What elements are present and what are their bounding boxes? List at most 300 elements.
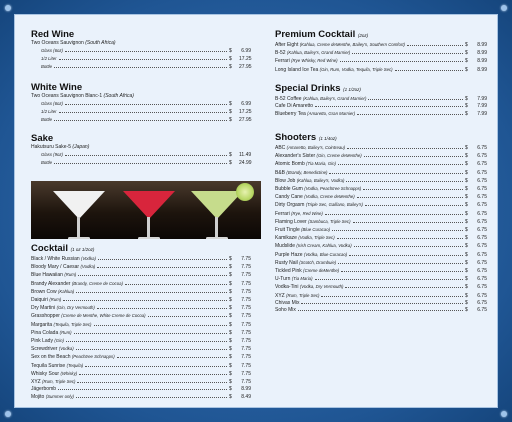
item-price: 7.75 [241, 264, 251, 271]
item-name [275, 275, 313, 283]
currency-symbol: $ [229, 386, 232, 393]
currency-symbol: $ [465, 299, 468, 306]
item-price: 6.75 [477, 235, 487, 242]
item-ingredients: (Peachtree Schnapps) [71, 354, 115, 360]
currency-symbol: $ [229, 64, 232, 71]
item-name-text: Chivas Mix [275, 299, 300, 306]
item-name-text: Glass (6oz) [41, 101, 63, 106]
dot-leader [77, 379, 227, 383]
price-list [275, 95, 487, 119]
section-title [275, 83, 487, 95]
item-price: 6.75 [477, 227, 487, 234]
white-wine-section [31, 82, 251, 125]
item-price: 6.75 [477, 243, 487, 250]
price-list [275, 41, 487, 74]
item-name-text: Pink Lady [31, 338, 53, 345]
item-price: 8.49 [241, 394, 251, 401]
item-name-text: Bubble Gum [275, 186, 303, 193]
currency-symbol: $ [229, 256, 232, 262]
item-ingredients: (Summer only) [45, 394, 74, 400]
dot-leader [301, 300, 463, 304]
item-ingredients: (Amaretto, Bailey's, Cointreau) [286, 145, 346, 150]
item-ingredients: (Whisky) [60, 370, 78, 376]
menu-item-row [31, 255, 251, 263]
dot-leader [85, 363, 227, 367]
item-name [31, 329, 72, 337]
item-name [275, 169, 327, 177]
menu-item-row [31, 321, 251, 329]
menu-item-row [31, 362, 251, 370]
dot-leader [315, 276, 464, 280]
dot-leader [97, 264, 227, 268]
item-name [275, 177, 344, 185]
item-name-text: ABC [275, 145, 286, 151]
currency-symbol: $ [465, 235, 468, 242]
currency-symbol: $ [229, 101, 232, 107]
currency-symbol: $ [465, 145, 468, 151]
dot-leader [407, 42, 463, 46]
item-price: 17.25 [239, 109, 252, 116]
currency-symbol: $ [465, 177, 468, 184]
item-name-text: Fruit Tingle [275, 227, 300, 234]
item-price: 8.99 [477, 50, 487, 57]
price-list [31, 100, 251, 125]
item-name [275, 300, 299, 307]
menu-item-row [31, 296, 251, 304]
section-title: Red Wine [31, 29, 75, 40]
dot-leader [354, 243, 463, 247]
item-name [31, 304, 95, 312]
menu-item-row [275, 103, 487, 110]
menu-item-row [31, 263, 251, 271]
currency-symbol: $ [229, 280, 232, 287]
item-name [275, 160, 336, 168]
item-name [275, 49, 350, 57]
item-price: 6.75 [477, 307, 487, 314]
currency-symbol: $ [229, 160, 232, 167]
currency-symbol: $ [229, 394, 232, 401]
menu-item-row [275, 95, 487, 103]
item-name [41, 159, 52, 166]
section-title [275, 132, 487, 144]
menu-item-row [31, 47, 251, 55]
item-ingredients: (Creme deMenthe) [303, 268, 340, 274]
price-list [275, 144, 487, 314]
item-ingredients: (Rye, Red Wine) [291, 210, 323, 216]
dot-leader [76, 394, 227, 398]
item-price: 8.99 [477, 42, 487, 48]
item-name [31, 296, 61, 304]
item-name-text: B-52 [275, 50, 286, 57]
menu-item-row [275, 267, 487, 275]
dot-leader [315, 103, 463, 107]
producer-name: Two Oceans Sauvignon [31, 40, 84, 46]
item-name [275, 267, 339, 275]
item-name-text: Glass (9oz) [41, 152, 63, 157]
currency-symbol: $ [229, 354, 232, 361]
currency-symbol: $ [465, 202, 468, 209]
currency-symbol: $ [465, 284, 468, 291]
item-name-text: Tequila Sunrise [31, 362, 66, 369]
item-name [31, 370, 77, 378]
item-name-text: Grasshopper [31, 313, 60, 320]
dot-leader [54, 64, 227, 68]
currency-symbol: $ [465, 58, 468, 65]
dot-leader [59, 109, 227, 113]
item-ingredients: (Tequila, Triple Sec) [53, 321, 92, 327]
cocktail-glasses-photo [31, 181, 261, 239]
item-price: 7.99 [477, 96, 487, 102]
dot-leader [94, 322, 228, 326]
item-ingredients: (Gin, Creme deMenthe) [316, 153, 362, 159]
section-title-text: Premium Cocktail [275, 29, 356, 40]
item-name [41, 55, 57, 62]
item-name [31, 378, 75, 386]
currency-symbol: $ [229, 321, 232, 328]
dot-leader [338, 260, 463, 264]
item-ingredients: (Gin) [54, 338, 64, 344]
dot-leader [65, 48, 227, 52]
price-list [31, 47, 251, 72]
currency-symbol: $ [229, 152, 232, 158]
menu-item-row [275, 300, 487, 307]
dot-leader [79, 371, 227, 375]
currency-symbol: $ [465, 307, 468, 314]
dot-leader [97, 305, 227, 309]
dot-leader [59, 56, 227, 60]
section-title [31, 243, 251, 255]
item-name [275, 95, 366, 103]
dot-leader [54, 160, 227, 164]
item-name-text: Blow Job [275, 177, 296, 184]
dot-leader [58, 386, 227, 390]
section-title: White Wine [31, 82, 83, 93]
item-name-text: After Eight [275, 42, 299, 48]
currency-symbol: $ [229, 313, 232, 320]
dot-leader [325, 211, 463, 215]
item-price: 6.75 [477, 202, 487, 209]
menu-item-row [31, 304, 251, 312]
item-name [31, 263, 95, 271]
item-ingredients: (Vodka, Blue Curacao) [303, 251, 348, 257]
section-title-text: Special Drinks [275, 83, 341, 94]
menu-item-row [275, 193, 487, 201]
item-price: 6.75 [477, 210, 487, 217]
item-price: 24.99 [239, 160, 252, 167]
currency-symbol: $ [465, 186, 468, 193]
item-ingredients: (Gin, Dry Vermouth) [56, 305, 95, 311]
item-name [275, 66, 393, 74]
item-name-text: Pina Colada [31, 329, 59, 336]
menu-item-row [31, 386, 251, 393]
corner-dot [501, 411, 507, 417]
dot-leader [54, 117, 227, 121]
item-name-text: Tickled Pink [275, 268, 302, 275]
producer-name: Two Oceans Sauvignon Blanc-1 [31, 93, 103, 99]
item-name [31, 321, 92, 329]
item-price: 6.75 [477, 161, 487, 168]
item-name-text: Dry Martini [31, 305, 56, 312]
item-name-text: XYZ [31, 379, 41, 386]
item-name-text: Ferrari [275, 210, 290, 217]
section-title-text: Shooters [275, 132, 317, 143]
item-price: 8.99 [477, 66, 487, 73]
item-ingredients: (Tequila) [66, 362, 84, 368]
dot-leader [345, 284, 463, 288]
currency-symbol: $ [465, 103, 468, 110]
menu-item-row [275, 57, 487, 65]
item-price: 7.75 [241, 346, 251, 353]
menu-item-row [275, 251, 487, 259]
item-name-text: Glass (6oz) [41, 48, 63, 53]
item-ingredients: (Vodka) [58, 346, 74, 352]
item-ingredients: (Kahlua, Bailey's, Vodka) [296, 177, 345, 183]
producer-name: Hakutsuru Sake-5 [31, 144, 72, 150]
item-name [275, 201, 363, 209]
item-price: 6.75 [477, 292, 487, 299]
menu-item-row [31, 108, 251, 116]
item-name-text: Jägerbomb [31, 386, 57, 393]
item-ingredients: (Vodka) [81, 256, 96, 261]
menu-item-row [275, 259, 487, 267]
dot-leader [332, 227, 463, 231]
currency-symbol: $ [465, 42, 468, 48]
menu-item-row [275, 169, 487, 177]
item-price: 6.75 [477, 276, 487, 283]
dot-leader [76, 289, 227, 293]
item-name-text: U-Turn [275, 276, 291, 283]
item-name [275, 152, 362, 160]
item-price: 7.75 [241, 354, 251, 361]
item-ingredients: (Brandy, Benedictine) [286, 169, 328, 175]
item-price: 6.75 [477, 218, 487, 225]
item-price: 6.75 [477, 268, 487, 275]
item-name [31, 288, 74, 296]
currency-symbol: $ [229, 117, 232, 124]
dot-leader [125, 281, 227, 285]
item-name [275, 307, 296, 314]
section-title-text: Cocktail [31, 243, 68, 254]
item-price: 6.99 [241, 48, 251, 54]
menu-item-row [31, 370, 251, 378]
menu-item-row [31, 353, 251, 361]
item-name-text: Soho Mix [275, 307, 296, 314]
currency-symbol: $ [229, 379, 232, 386]
currency-symbol: $ [465, 161, 468, 168]
currency-symbol: $ [229, 329, 232, 336]
section-note: (1 1/4oz) [318, 136, 337, 141]
menu-item-row [31, 151, 251, 159]
dot-leader [346, 178, 463, 182]
item-name-text: Kamikaze [275, 235, 297, 242]
corner-dot [501, 5, 507, 11]
menu-panel [14, 14, 498, 408]
item-name [31, 312, 146, 320]
currency-symbol: $ [229, 346, 232, 353]
item-price: 7.75 [241, 362, 251, 369]
item-ingredients: (Amaretto, Gran Marnier) [307, 111, 356, 117]
producer-line [31, 40, 251, 47]
item-name [31, 362, 83, 370]
menu-item-row [275, 283, 487, 291]
item-price: 7.99 [477, 111, 487, 118]
special-drinks-section [275, 83, 487, 119]
premium-cocktail-section [275, 29, 487, 74]
item-ingredients: (Brandy, Creme de Cocoa) [71, 280, 123, 286]
menu-item-row [275, 41, 487, 49]
item-name [275, 193, 355, 201]
menu-item-row [275, 210, 487, 218]
lime-slice-icon [236, 183, 254, 201]
dot-leader [352, 50, 463, 54]
item-name [275, 292, 319, 300]
menu-item-row [31, 312, 251, 320]
dot-leader [66, 338, 227, 342]
sake-section [31, 133, 251, 167]
item-name [275, 259, 336, 267]
item-price: 7.75 [241, 321, 251, 328]
item-price: 6.99 [241, 101, 251, 107]
currency-symbol: $ [229, 48, 232, 54]
item-name [275, 144, 345, 152]
item-name-text: Ferrari [275, 58, 290, 65]
producer-origin: (South Africa) [85, 40, 116, 46]
corner-dot [5, 411, 11, 417]
menu-item-row [31, 271, 251, 279]
item-name [41, 100, 63, 107]
dot-leader [148, 313, 227, 317]
currency-symbol: $ [465, 227, 468, 234]
item-ingredients: (Rum) [59, 329, 72, 335]
item-name-text: Brown Cow [31, 288, 57, 295]
item-name-text: Flaming Lover [275, 218, 307, 225]
menu-item-row [275, 275, 487, 283]
currency-symbol: $ [229, 338, 232, 345]
item-price: 7.99 [477, 103, 487, 110]
dot-leader [321, 293, 463, 297]
item-price: 11.49 [239, 152, 252, 158]
currency-symbol: $ [465, 96, 468, 102]
item-price: 27.95 [239, 64, 252, 71]
dot-leader [349, 252, 463, 256]
menu-item-row [275, 292, 487, 300]
dot-leader [98, 256, 227, 260]
currency-symbol: $ [229, 272, 232, 279]
section-title: Sake [31, 133, 54, 144]
item-name-text: Bloody Mary / Caesar [31, 264, 80, 271]
currency-symbol: $ [465, 276, 468, 283]
menu-item-row [31, 329, 251, 337]
item-name-text: Vodka-Tini [275, 284, 299, 291]
item-name-text: Rusty Nail [275, 259, 298, 266]
menu-item-row [31, 345, 251, 353]
item-price: 6.75 [477, 177, 487, 184]
currency-symbol: $ [465, 169, 468, 176]
item-ingredients: (Gin, Rum, Vodka, Tequila, Triple Sec) [319, 66, 393, 72]
shooters-section [275, 132, 487, 314]
item-name-text: Blueberry Tea [275, 111, 306, 118]
item-name [275, 218, 351, 226]
item-name [275, 226, 330, 234]
item-name [275, 110, 355, 118]
item-name [41, 151, 63, 158]
item-name [31, 255, 96, 263]
currency-symbol: $ [465, 194, 468, 201]
dot-leader [340, 58, 463, 62]
cocktail-section [31, 243, 251, 402]
producer-origin: (South Africa) [103, 93, 134, 99]
item-ingredients: (Tia Maria, Gin) [306, 161, 336, 167]
menu-item-row [31, 63, 251, 71]
dot-leader [357, 194, 463, 198]
item-name [275, 251, 347, 259]
menu-item-row [275, 160, 487, 168]
corner-dot [5, 5, 11, 11]
currency-symbol: $ [229, 370, 232, 377]
dot-leader [357, 111, 463, 115]
item-ingredients: (Kahlua, Bailey's, Grand Marnier) [286, 50, 351, 56]
dot-leader [78, 272, 227, 276]
menu-item-row [275, 234, 487, 242]
item-ingredients: (Creme de Menthe, White Creme de Cocoa) [61, 313, 146, 319]
dot-leader [63, 297, 227, 301]
item-ingredients: (Vodka, Peachtree Schnapps) [304, 186, 362, 192]
producer-origin: (Japan) [72, 144, 90, 150]
red-wine-section [31, 29, 251, 72]
item-name [31, 271, 76, 279]
item-price: 6.75 [477, 169, 487, 176]
dot-leader [298, 307, 463, 311]
section-note: (2oz) [357, 33, 369, 38]
item-ingredients: (Rye Whisky, Red Wine) [291, 58, 338, 64]
dot-leader [65, 152, 227, 156]
dot-leader [353, 219, 463, 223]
item-price: 6.75 [477, 251, 487, 258]
dot-leader [76, 346, 227, 350]
item-ingredients: (Scotch, Drambuie) [299, 259, 337, 265]
item-ingredients: (Vodka, Creme deMenthe) [304, 194, 355, 200]
item-name [41, 108, 57, 115]
item-name-text: Atomic Bomb [275, 161, 305, 168]
menu-item-row [275, 185, 487, 193]
item-price: 6.75 [477, 186, 487, 193]
item-price: 7.75 [241, 379, 251, 386]
item-name [31, 345, 74, 353]
dot-leader [329, 170, 463, 174]
currency-symbol: $ [465, 243, 468, 250]
item-name-text: Bottle [41, 64, 52, 70]
menu-item-row [275, 49, 487, 57]
item-name [41, 116, 52, 123]
item-name-text: Mojito [31, 394, 45, 401]
item-name-text: Mudslide [275, 243, 296, 250]
item-ingredients: (Rum) [49, 297, 62, 303]
item-name-text: Daiquiri [31, 297, 48, 304]
item-name [275, 57, 338, 65]
dot-leader [347, 145, 463, 149]
menu-item-row [31, 159, 251, 167]
menu-item-row [275, 307, 487, 314]
producer-line [31, 93, 251, 100]
item-price: 7.75 [241, 272, 251, 279]
item-ingredients: (Vodka, Triple Sec) [298, 235, 335, 241]
item-name-text: Blue Hawaiian [31, 272, 63, 279]
item-ingredients: (Kahlua, Bailey's, Grand Marnier) [302, 96, 367, 101]
item-price: 6.75 [477, 194, 487, 201]
menu-item-row [31, 100, 251, 108]
dot-leader [365, 202, 463, 206]
item-price: 7.75 [241, 297, 251, 304]
